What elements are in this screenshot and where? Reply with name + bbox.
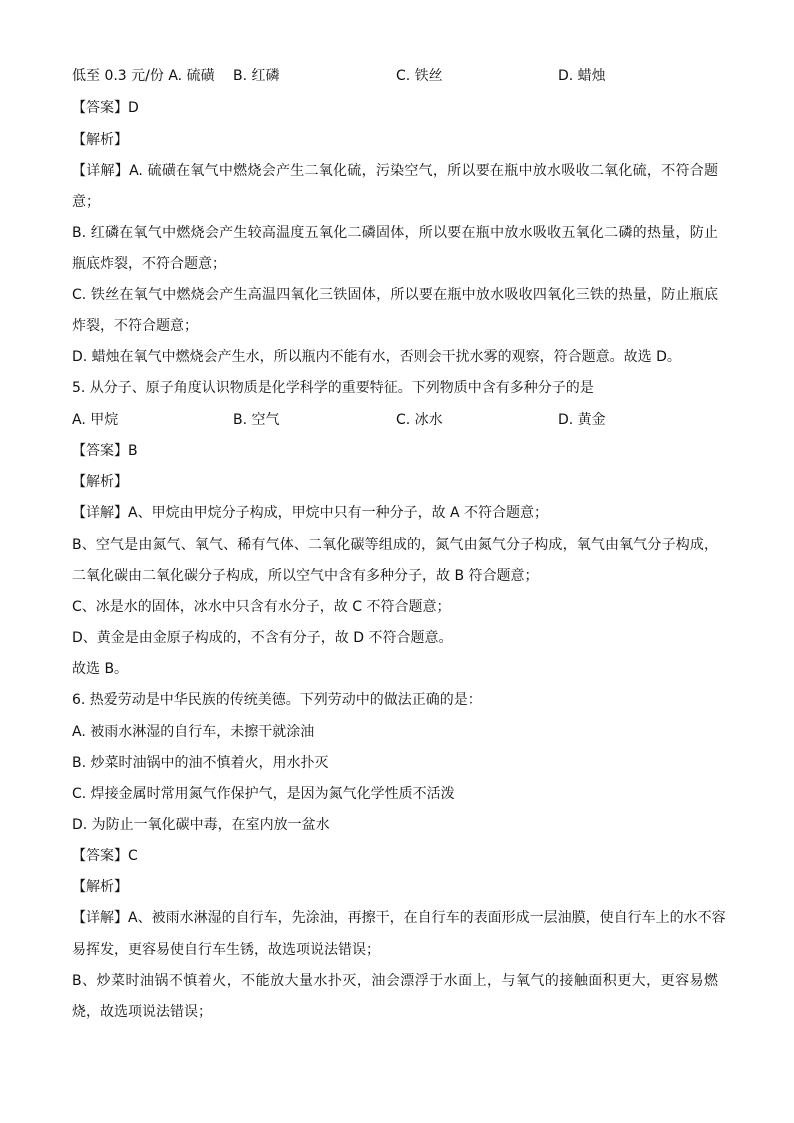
- q5-detail-line: 【详解】A、甲烷由甲烷分子构成，甲烷中只有一种分子，故 A 不符合题意；: [72, 505, 549, 521]
- q4-option-c: C. 铁丝: [396, 68, 443, 84]
- q4-options-row: [72, 66, 732, 86]
- q5-detail-line: D、黄金是由金原子构成的，不含有分子，故 D 不符合题意。: [72, 630, 453, 646]
- q6-answer: 【答案】C: [72, 848, 138, 864]
- q5-detail-line: 故选 B。: [72, 661, 129, 677]
- q4-detail-line: 瓶底炸裂，不符合题意；: [72, 256, 226, 272]
- q5-detail-line: C、冰是水的固体，冰水中只含有水分子，故 C 不符合题意；: [72, 599, 451, 615]
- q4-option-a: 低至 0.3 元/份 A. 硫磺: [72, 68, 215, 84]
- q5-answer: 【答案】B: [72, 443, 138, 459]
- q6-option-b: B. 炒菜时油锅中的油不慎着火，用水扑灭: [72, 755, 329, 771]
- q5-option-b: B. 空气: [233, 412, 280, 428]
- q6-detail-line: 易挥发，更容易使自行车生锈，故选项说法错误；: [72, 942, 380, 958]
- q6-analysis-heading: 【解析】: [72, 879, 128, 895]
- q6-option-a: A. 被雨水淋湿的自行车，未擦干就涂油: [72, 724, 315, 740]
- q4-detail-line: 炸裂，不符合题意；: [72, 318, 198, 334]
- q6-detail-line: 【详解】A、被雨水淋湿的自行车，先涂油，再擦干，在自行车的表面形成一层油膜，使自行车上的水不容: [72, 910, 726, 926]
- q4-option-b: B. 红磷: [233, 68, 280, 84]
- q4-answer: 【答案】D: [72, 100, 139, 116]
- q4-detail-line: 【详解】A. 硫磺在氧气中燃烧会产生二氧化硫，污染空气，所以要在瓶中放水吸收二氧化硫，不符合题: [72, 163, 718, 179]
- q5-option-a: A. 甲烷: [72, 412, 119, 428]
- q5-option-d: D. 黄金: [558, 412, 606, 428]
- q6-option-c: C. 焊接金属时常用氮气作保护气，是因为氮气化学性质不活泼: [72, 786, 455, 802]
- q5-detail-line: 二氧化碳由二氧化碳分子构成，所以空气中含有多种分子，故 B 符合题意；: [72, 568, 539, 584]
- q6-detail-line: B、炒菜时油锅不慎着火，不能放大量水扑灭，油会漂浮于水面上，与氧气的接触面积更大，更容易燃: [72, 973, 718, 989]
- q4-option-d: D. 蜡烛: [558, 68, 606, 84]
- q4-detail-line: D. 蜡烛在氧气中燃烧会产生水，所以瓶内不能有水，否则会干扰水雾的观察，符合题意。故选 D。: [72, 349, 681, 365]
- q6-stem: 6. 热爱劳动是中华民族的传统美德。下列劳动中的做法正确的是：: [72, 692, 482, 708]
- q6-option-d: D. 为防止一氧化碳中毒，在室内放一盆水: [72, 817, 330, 833]
- q5-stem: 5. 从分子、原子角度认识物质是化学科学的重要特征。下列物质中含有多种分子的是: [72, 380, 594, 396]
- q5-options-row: [72, 410, 732, 430]
- q4-detail-line: 意；: [72, 194, 100, 210]
- q5-analysis-heading: 【解析】: [72, 474, 128, 490]
- q5-option-c: C. 冰水: [396, 412, 443, 428]
- q4-detail-line: B. 红磷在氧气中燃烧会产生较高温度五氧化二磷固体，所以要在瓶中放水吸收五氧化二磷的热量，防止: [72, 225, 718, 241]
- q4-analysis-heading: 【解析】: [72, 132, 128, 148]
- q5-detail-line: B、空气是由氮气、氧气、稀有气体、二氧化碳等组成的，氮气由氮气分子构成，氧气由氧气分子构成，: [72, 537, 718, 553]
- q4-detail-line: C. 铁丝在氧气中燃烧会产生高温四氧化三铁固体，所以要在瓶中放水吸收四氧化三铁的热量，防止瓶底: [72, 287, 718, 303]
- q6-detail-line: 烧，故选项说法错误；: [72, 1004, 212, 1020]
